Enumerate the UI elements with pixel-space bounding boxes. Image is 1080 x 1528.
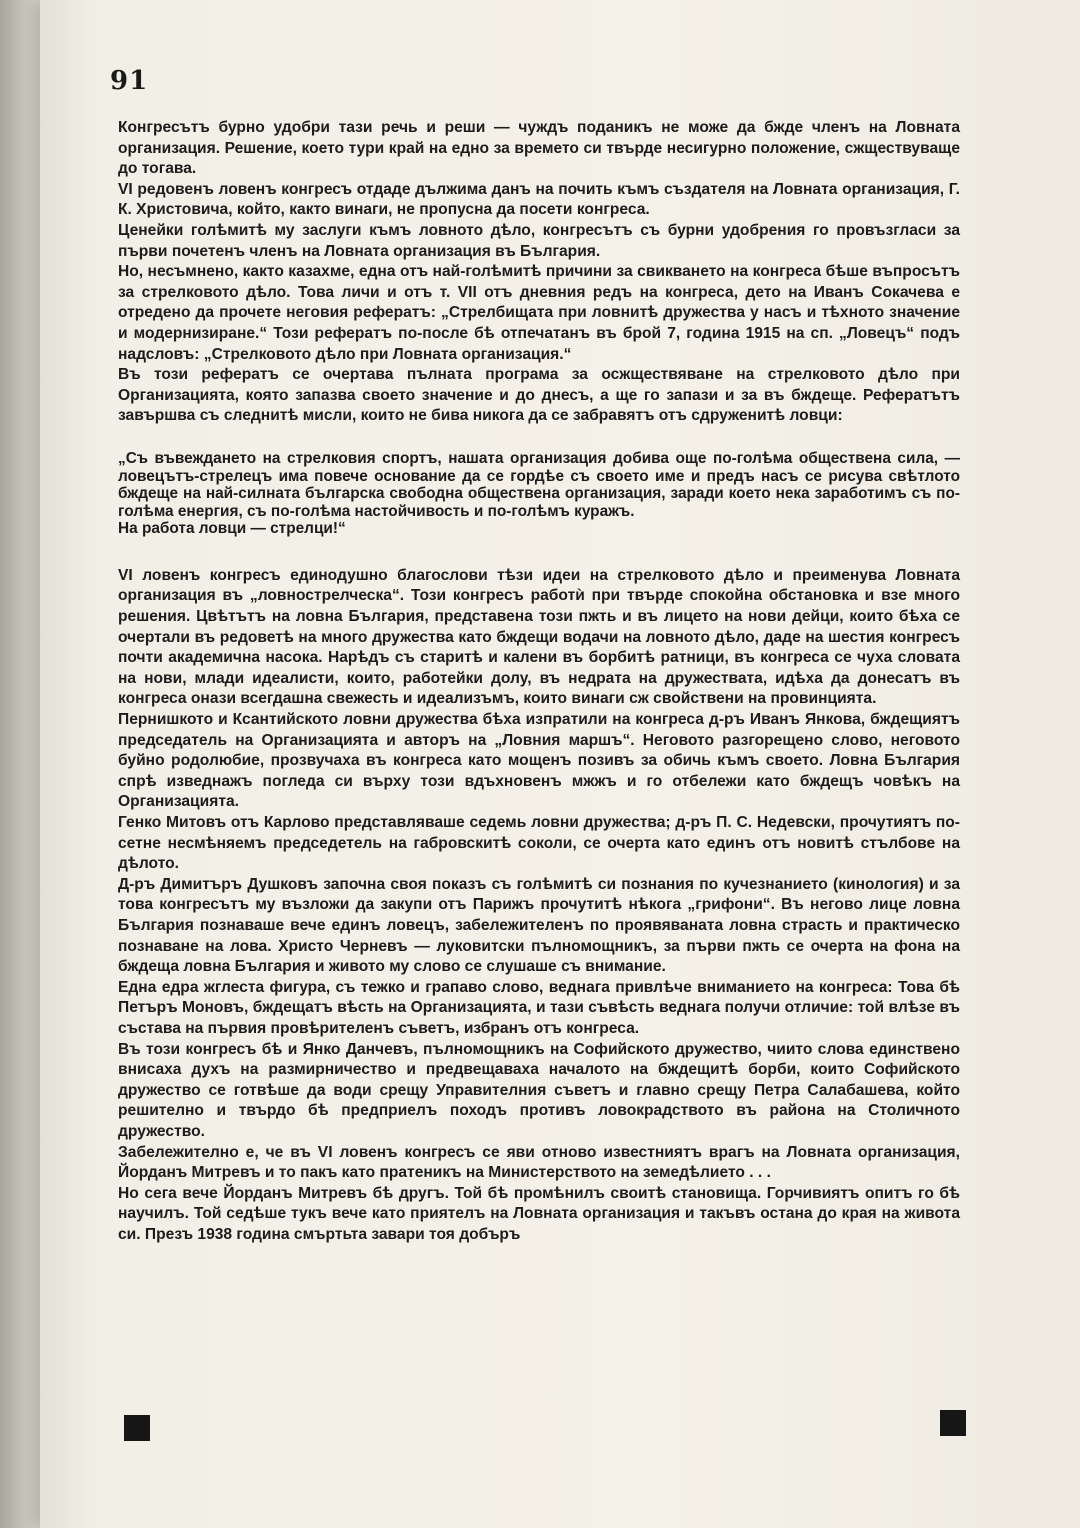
registration-mark-left	[124, 1415, 150, 1441]
book-binding	[0, 0, 42, 1528]
registration-mark-right	[940, 1410, 966, 1436]
article-body	[118, 118, 960, 1245]
quotation	[118, 450, 960, 538]
paragraph: VI редовенъ ловенъ конгресъ отдаде дължима данъ на почить къмъ създателя на Ловната организация, Г. К. Христовича, който, както винаги, не пропусна да посети конгреса.	[118, 180, 960, 219]
quote-closing: На работа ловци — стрелци!“	[118, 520, 346, 538]
paragraph: Една едра жглеста фигура, съ тежко и грапаво слово, веднага привлѣче вниманието на конгреса: Това бѣ Петъръ Моновъ, бждещатъ вѣсть на Организацията, и тази съвѣсть веднага получи отличие: той влѣзе въ състава на първия провѣрителенъ съветъ, избранъ отъ конгреса.	[118, 978, 960, 1037]
paragraph: Забележително е, че въ VI ловенъ конгресъ се яви отново известниятъ врагъ на Ловната организация, Йорданъ Митревъ и то пакъ като пратеникъ на Министерството на земедѣлието . . .	[118, 1143, 960, 1182]
page-number: 91	[110, 66, 149, 96]
paragraph: Конгресътъ бурно удобри тази речь и реши — чуждъ поданикъ не може да бжде членъ на Ловната организация. Решение, което тури край на едно за времето си твърде несигурно положение, сжществуваще до тогава.	[118, 119, 960, 178]
quote-body: „Съ въвеждането на стрелковия спортъ, нашата организация добива още по-голѣма обществена сила, — ловецътъ-стрелецъ има повече основание да се гордѣе съ своето име и предъ насъ се рисува свѣтлото бждеще на най-силната българска свободна обществена организация, заради което нека заработимъ съ по-голѣма енергия, съ по-голѣма настойчивость и по-голѣмъ куражъ.	[118, 449, 960, 520]
paragraph: Въ този рефератъ се очертава пълната програма за осжществяване на стрелковото дѣло при Организацията, която запазва своето значение и до днесъ, а ще го запази и за въ бждеще. Рефератътъ завършва съ следнитѣ мисли, които не бива никога да се забравятъ отъ сдруженитѣ ловци:	[118, 366, 960, 425]
paragraph: Но, несъмнено, както казахме, една отъ най-голѣмитѣ причини за свикването на конгреса бѣше въпросътъ за стрелковото дѣло. Това личи и отъ т. VII отъ дневния редъ на конгреса, дето на Иванъ Сокачева е отредено да прочете неговия рефератъ: „Стрелбищата при ловнитѣ дружества у насъ и тѣхното значение и модернизиране.“ Този рефератъ по-после бѣ отпечатанъ въ брой 7, година 1915 на сп. „Ловецъ“ подъ надсловъ: „Стрелковото дѣло при Ловната организация.“	[118, 263, 960, 363]
paragraph: Генко Митовъ отъ Карлово представляваше седемь ловни дружества; д-ръ П. С. Недевски, прочутиятъ по-сетне несмѣняемъ председетель на габровскитѣ соколи, се очерта като единъ отъ новитѣ стълбове на дѣлото.	[118, 814, 960, 873]
paragraph: Пернишкото и Ксантийското ловни дружества бѣха изпратили на конгреса д-ръ Иванъ Янкова, бждещиятъ председатель на Организацията и авторъ на „Ловния маршъ“. Неговото разгорещено слово, неговото буйно родолюбие, прозвучаха въ конгреса като мощенъ позивъ за обичь къмъ своето. Ловна България спрѣ изведнажъ погледа си върху този вдъхновенъ мжжъ и го отбележи като бждещъ човѣкъ на Организацията.	[118, 711, 960, 811]
paragraph: VI ловенъ конгресъ единодушно благослови тѣзи идеи на стрелковото дѣло и преименува Ловната организация въ „ловнострелческа“. Този конгресъ работѝ при твърде спокойна обстановка и взе много решения. Цвѣтътъ на ловна България, представена този пжть и въ лицето на нови дейци, които бѣха се очертали въ редоветѣ на много дружества като бждещи водачи на ловното дѣло, даде на шестия конгресъ почти академична насока. Нарѣдъ съ старитѣ и калени въ борбитѣ ратници, въ конгреса се чуха словата на нови, млади идеалисти, които, работейки долу, въ недрата на дружествата, идѣха да донесатъ въ конгреса онази всегдашна свежесть и идеализъмъ, които винаги сж свойствени на провинцията.	[118, 566, 960, 708]
paragraph: Въ този конгресъ бѣ и Янко Данчевъ, пълномощникъ на Софийското дружество, чиито слова единствено внисаха духъ на размирничество и предвещаваха началото на бждещитѣ борби, които Софийското дружество се готвѣше да води срещу Управителния съветъ и главно срещу Петра Салабашева, който решително и твърдо бѣ предприелъ походъ противъ ловокрадството въ района на Столичното дружество.	[118, 1040, 960, 1140]
paragraph: Но сега вече Йорданъ Митревъ бѣ другъ. Той бѣ промѣнилъ своитѣ становища. Горчивиятъ опитъ го бѣ научилъ. Той седѣше тукъ вече като приятелъ на Ловната организация и такъвъ остана до края на живота си. Презъ 1938 година смъртьта завари тоя добъръ	[118, 1184, 960, 1243]
paragraph: Д-ръ Димитъръ Душковъ започна своя показъ съ голѣмитѣ си познания по кучезнанието (кинология) и за това конгресътъ му възложи да закупи отъ Парижъ прочутитѣ нѣкога „грифони“. Въ негово лице ловна България познаваше вече единъ ловецъ, забележителенъ по проявяваната ловна страсть и практическо познаване на лова. Христо Черневъ — луковитски пълномощникъ, за първи пжть се очерта на фона на бждеща ловна България и живото му слово се слушаше съ внимание.	[118, 875, 960, 976]
paragraph: Ценейки голѣмитѣ му заслуги къмъ ловното дѣло, конгресътъ съ бурни удобрения го провъзгласи за първи почетенъ членъ на Ловната организация въ България.	[118, 221, 960, 260]
